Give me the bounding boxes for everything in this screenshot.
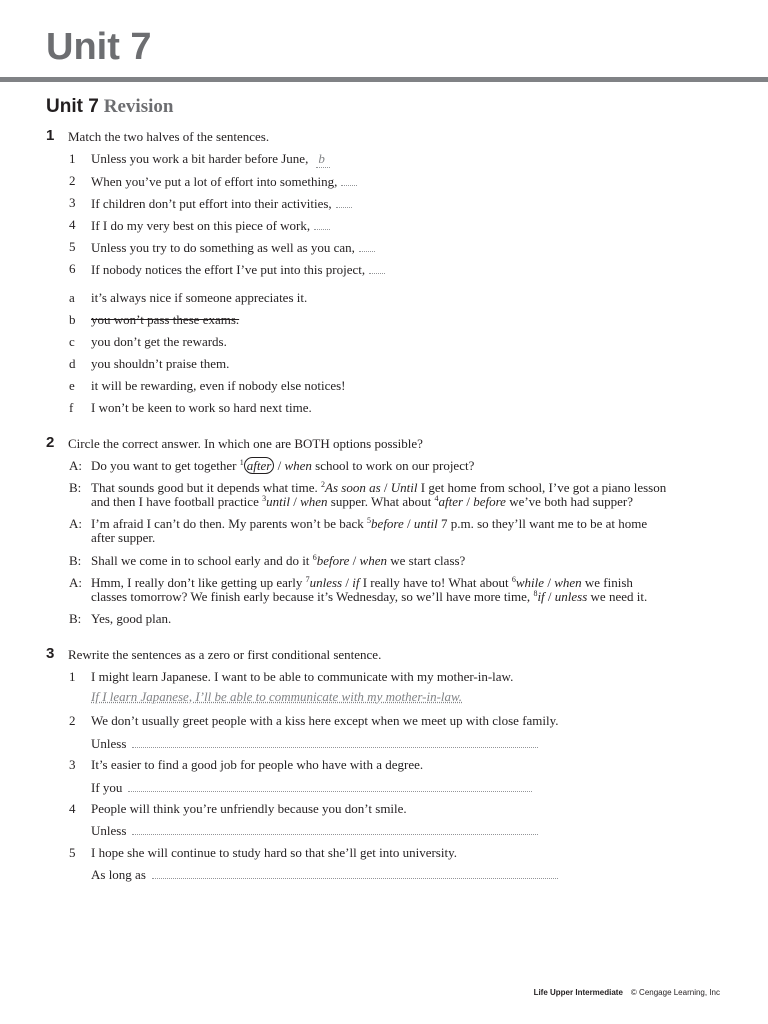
exercise-2-instruction: Circle the correct answer. In which one are BOTH options possible?	[68, 436, 423, 451]
ex1-ending-text: it will be rewarding, even if nobody else notices!	[91, 378, 346, 393]
ex1-ending-text: you shouldn’t praise them.	[91, 356, 230, 371]
ex1-item-number: 1	[69, 151, 76, 166]
dialogue-text: I get home from school, I’ve got a piano lesson	[417, 480, 667, 495]
dialogue-text: Hmm, I really don’t like getting up early	[91, 575, 306, 590]
option[interactable]: if	[352, 575, 360, 590]
option[interactable]: before	[316, 553, 350, 568]
dialogue-text: classes tomorrow? We finish early because it’s Wednesday, so we’ll have more time,	[91, 589, 534, 604]
ex1-item-text: Unless you try to do something as well as you can,	[91, 240, 355, 255]
ex1-answer-blank[interactable]	[359, 239, 375, 252]
option[interactable]: if	[537, 589, 545, 604]
ex1-item	[91, 173, 357, 190]
option[interactable]: Until	[390, 480, 418, 495]
exercise-3-number: 3	[46, 645, 55, 662]
gap-number: 6	[511, 575, 516, 584]
ex1-answer-blank[interactable]	[341, 173, 357, 186]
ex1-item-text: If nobody notices the effort I’ve put into this project,	[91, 262, 366, 277]
dialogue-text: school to work on our project?	[311, 458, 475, 473]
dialogue-text: after supper.	[91, 530, 156, 545]
dialogue-text: supper. What about	[327, 494, 435, 509]
section-unit: Unit 7	[46, 96, 99, 117]
ex3-item-number: 3	[69, 757, 76, 772]
unit-header: Unit 7	[46, 26, 152, 68]
ex1-ending-letter: e	[69, 378, 75, 393]
option[interactable]: As soon as	[325, 480, 381, 495]
ex3-item-number: 5	[69, 845, 76, 860]
option[interactable]: until	[266, 494, 290, 509]
dialogue-text: we start class?	[387, 553, 466, 568]
ex3-answer-line[interactable]	[132, 735, 538, 748]
ex1-item	[91, 151, 330, 168]
ex3-prompt: If you	[91, 780, 123, 795]
option-separator: /	[289, 494, 301, 509]
option[interactable]: unless	[554, 589, 588, 604]
dialogue-line	[91, 589, 647, 605]
ex1-answer-field[interactable]: b	[316, 151, 330, 168]
ex1-ending-letter: f	[69, 400, 74, 415]
section-title-text: Revision	[103, 96, 174, 117]
footer	[534, 988, 720, 998]
gap-number: 5	[367, 516, 372, 525]
ex3-rewrite-row	[91, 866, 558, 883]
exercise-2-number: 2	[46, 434, 55, 451]
option[interactable]: when	[300, 494, 328, 509]
option-separator: /	[544, 575, 555, 590]
gap-number: 6	[312, 553, 317, 562]
ex3-item-number: 1	[69, 669, 76, 684]
ex1-item-text: If I do my very best on this piece of work,	[91, 218, 311, 233]
option-separator: /	[349, 553, 360, 568]
ex3-rewrite-row	[91, 822, 538, 839]
ex1-item-number: 5	[69, 239, 76, 254]
dialogue-speaker: A:	[69, 458, 82, 473]
dialogue-line	[91, 553, 465, 569]
option[interactable]: when	[284, 458, 312, 473]
option[interactable]: while	[515, 575, 545, 590]
gap-number: 1	[239, 458, 244, 467]
ex1-ending-letter: a	[69, 290, 75, 305]
ex1-item	[91, 195, 352, 212]
ex1-answer-blank[interactable]	[314, 217, 330, 230]
ex1-ending-letter: b	[69, 312, 76, 327]
gap-number: 2	[321, 480, 326, 489]
ex1-ending-text-used: you won’t pass these exams.	[91, 312, 240, 327]
option-separator: /	[274, 458, 285, 473]
ex1-item-number: 6	[69, 261, 76, 276]
dialogue-text: and then I have football practice	[91, 494, 263, 509]
footer-copyright: © Cengage Learning, Inc	[630, 988, 720, 997]
ex3-item-text: We don’t usually greet people with a kiss here except when we meet up with close family.	[91, 713, 559, 728]
dialogue-speaker: B:	[69, 480, 82, 495]
gap-number: 4	[434, 494, 439, 503]
dialogue-text: we’ve both had supper?	[505, 494, 634, 509]
ex3-answer-line[interactable]	[132, 822, 538, 835]
ex3-model-answer: If I learn Japanese, I’ll be able to communicate with my mother-in-law.	[91, 689, 462, 704]
ex1-ending-text: you don’t get the rewards.	[91, 334, 227, 349]
option-separator: /	[342, 575, 353, 590]
dialogue-text: I’m afraid I can’t do then. My parents won’t be back	[91, 516, 368, 531]
exercise-1-instruction: Match the two halves of the sentences.	[68, 129, 270, 144]
option[interactable]: when	[554, 575, 582, 590]
dialogue-speaker: A:	[69, 516, 82, 531]
ex3-prompt: As long as	[91, 867, 146, 882]
dialogue-text: we finish	[581, 575, 633, 590]
dialogue-text: Do you want to get together	[91, 458, 240, 473]
ex3-prompt: Unless	[91, 823, 127, 838]
option-separator: /	[403, 516, 414, 531]
option[interactable]: unless	[309, 575, 343, 590]
dialogue-text: we need it.	[587, 589, 648, 604]
ex3-item-text: I hope she will continue to study hard so that she’ll get into university.	[91, 845, 457, 860]
dialogue-line	[91, 458, 474, 474]
ex1-item-text: When you’ve put a lot of effort into something,	[91, 174, 338, 189]
ex3-prompt: Unless	[91, 736, 127, 751]
option-separator: /	[463, 494, 474, 509]
ex1-item-text: Unless you work a bit harder before June,	[91, 151, 309, 166]
dialogue-text: Shall we come in to school early and do it	[91, 553, 313, 568]
exercise-3-instruction: Rewrite the sentences as a zero or first conditional sentence.	[68, 647, 382, 662]
ex3-item-text: It’s easier to find a good job for people who have with a degree.	[91, 757, 424, 772]
section-title	[46, 95, 173, 119]
dialogue-speaker: A:	[69, 575, 82, 590]
ex1-item-number: 4	[69, 217, 76, 232]
option-circled[interactable]: after	[244, 457, 275, 474]
option[interactable]: before	[473, 494, 506, 509]
dialogue-text: 7 p.m. so they’ll want me to be at home	[437, 516, 648, 531]
option[interactable]: until	[413, 516, 438, 531]
dialogue-text: That sounds good but it depends what time.	[91, 480, 322, 495]
option-separator: /	[380, 480, 391, 495]
option[interactable]: before	[371, 516, 404, 531]
ex3-answer-line[interactable]	[152, 866, 558, 879]
ex1-answer-blank[interactable]	[369, 261, 385, 274]
ex3-answer-line[interactable]	[128, 779, 532, 792]
ex1-ending-text: I won’t be keen to work so hard next time.	[91, 400, 312, 415]
ex1-item-text: If children don’t put effort into their activities,	[91, 196, 332, 211]
ex1-ending-text: it’s always nice if someone appreciates it.	[91, 290, 308, 305]
dialogue-speaker: B:	[69, 611, 82, 626]
exercise-1-number: 1	[46, 127, 55, 144]
ex1-ending-letter: c	[69, 334, 75, 349]
ex1-item-number: 2	[69, 173, 76, 188]
ex1-item	[91, 239, 375, 256]
gap-number: 7	[305, 575, 310, 584]
ex1-item	[91, 217, 330, 234]
dialogue-speaker: B:	[69, 553, 82, 568]
option[interactable]: when	[359, 553, 387, 568]
ex3-item-number: 4	[69, 801, 76, 816]
option[interactable]: after	[438, 494, 464, 509]
ex3-rewrite-row	[91, 735, 538, 752]
ex3-item-text: I might learn Japanese. I want to be able to communicate with my mother-in-law.	[91, 669, 514, 684]
dialogue-text: Yes, good plan.	[91, 611, 172, 626]
ex1-answer-blank[interactable]	[336, 195, 352, 208]
ex1-ending-letter: d	[69, 356, 76, 371]
footer-book-title: Life Upper Intermediate	[533, 988, 623, 997]
dialogue-line	[91, 516, 647, 532]
option-separator: /	[544, 589, 555, 604]
ex1-item-number: 3	[69, 195, 76, 210]
gap-number: 3	[262, 494, 267, 503]
ex1-item	[91, 261, 385, 278]
dialogue-text: I really have to! What about	[359, 575, 512, 590]
ex3-item-text: People will think you’re unfriendly because you don’t smile.	[91, 801, 407, 816]
header-rule	[0, 77, 768, 82]
gap-number: 8	[533, 589, 538, 598]
dialogue-line	[91, 494, 633, 510]
ex3-rewrite-row	[91, 779, 532, 796]
ex3-item-number: 2	[69, 713, 76, 728]
